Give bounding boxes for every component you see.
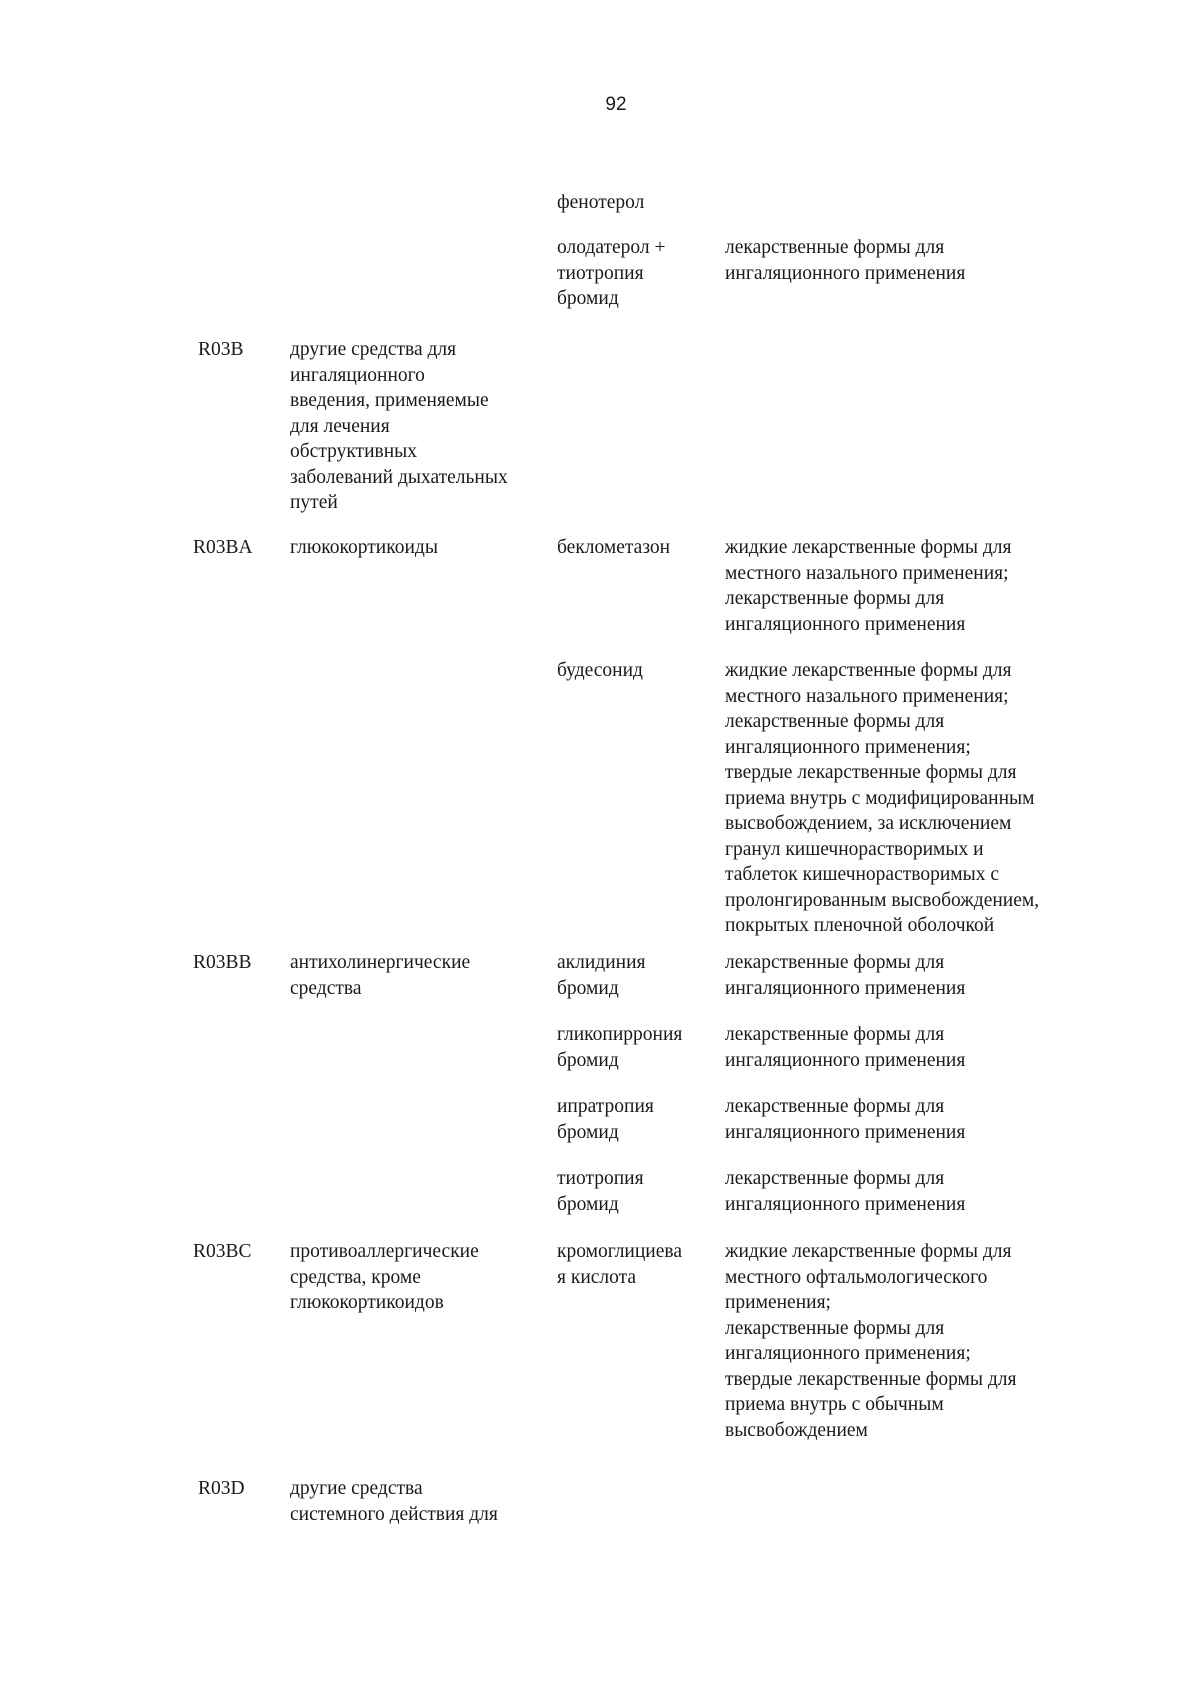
- dosage-form: жидкие лекарственные формы для местного назального применения; лекарственные формы для ингаляционного применения: [725, 537, 1012, 635]
- atc-code: R03B: [198, 339, 244, 360]
- drug-name: гликопиррония бромид: [557, 1024, 683, 1071]
- group-name: другие средства системного действия для: [290, 1478, 498, 1525]
- atc-code: R03BB: [193, 952, 252, 973]
- page-number: 92: [605, 94, 627, 115]
- drug-name: кромоглициева я кислота: [557, 1241, 682, 1288]
- dosage-form: лекарственные формы для ингаляционного применения: [725, 952, 966, 999]
- atc-code: R03BC: [193, 1241, 252, 1262]
- dosage-form: лекарственные формы для ингаляционного применения: [725, 237, 966, 284]
- dosage-form: лекарственные формы для ингаляционного применения: [725, 1168, 966, 1215]
- group-name: глюкокортикоиды: [290, 537, 438, 558]
- dosage-form: жидкие лекарственные формы для местного офтальмологического применения; лекарственные формы для ингаляционного применения; твердые лекарственные формы для приема внутрь с обычным высвобождением: [725, 1241, 1017, 1441]
- group-name: антихолинергические средства: [290, 952, 471, 999]
- drug-name: аклидиния бромид: [557, 952, 646, 999]
- drug-name: беклометазон: [557, 537, 671, 558]
- atc-code: R03D: [198, 1478, 245, 1499]
- dosage-form: лекарственные формы для ингаляционного применения: [725, 1024, 966, 1071]
- dosage-form: жидкие лекарственные формы для местного назального применения; лекарственные формы для ингаляционного применения; твердые лекарственные формы для приема внутрь с модифицированным высвобождением, за исключением гранул кишечнорастворимых и таблеток кишечнорастворимых с пролонгированным высвобождением, покрытых пленочной оболочкой: [725, 660, 1040, 936]
- drug-name: олодатерол + тиотропия бромид: [557, 237, 666, 309]
- drug-name: будесонид: [557, 660, 643, 681]
- drug-name: ипратропия бромид: [557, 1096, 654, 1143]
- group-name: противоаллергические средства, кроме глюкокортикоидов: [290, 1241, 479, 1313]
- atc-code: R03BA: [193, 537, 253, 558]
- dosage-form: лекарственные формы для ингаляционного применения: [725, 1096, 966, 1143]
- drug-name: фенотерол: [557, 192, 645, 213]
- drug-name: тиотропия бромид: [557, 1168, 644, 1215]
- group-name: другие средства для ингаляционного введения, применяемые для лечения обструктивных заболеваний дыхательных путей: [290, 339, 508, 513]
